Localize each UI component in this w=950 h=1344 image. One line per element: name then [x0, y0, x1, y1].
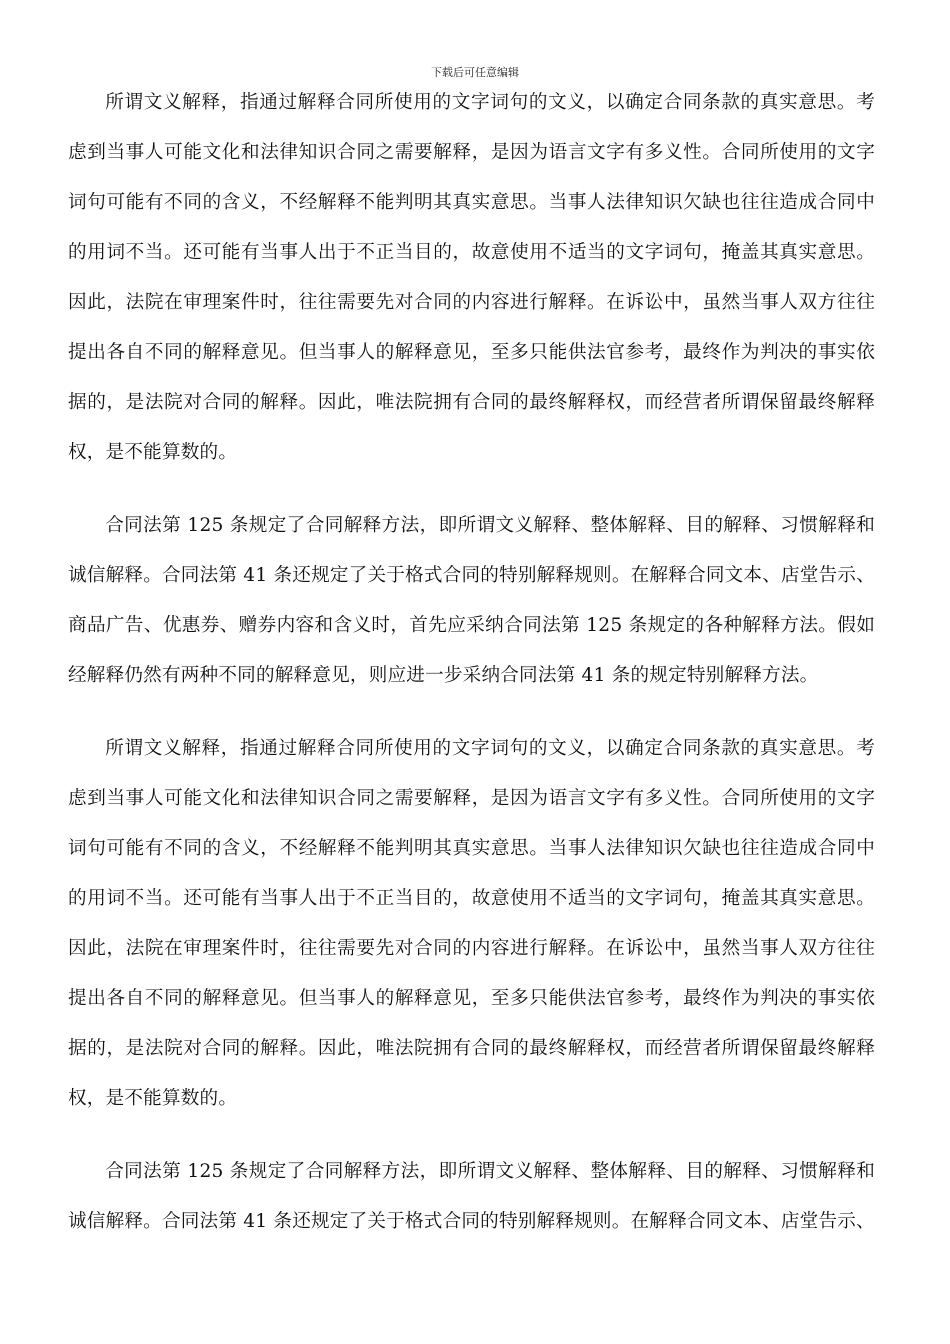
document-body: [68, 78, 875, 1270]
paragraph-2: 合同法第 125 条规定了合同解释方法，即所谓文义解释、整体解释、目的解释、习惯解释和诚信解释。合同法第 41 条还规定了关于格式合同的特别解释规则。在解释合同文本、店堂告示、商品广告、优惠券、赠券内容和含义时，首先应采纳合同法第 125 条规定的各种解释方法。假如经解释仍然有两种不同的解释意见，则应进一步采纳合同法第 41 条的规定特别解释方法。: [68, 515, 875, 686]
paragraph-1: 所谓文义解释，指通过解释合同所使用的文字词句的文义，以确定合同条款的真实意思。考虑到当事人可能文化和法律知识合同之需要解释，是因为语言文字有多义性。合同所使用的文字词句可能有不同的含义，不经解释不能判明其真实意思。当事人法律知识欠缺也往往造成合同中的用词不当。还可能有当事人出于不正当目的，故意使用不适当的文字词句，掩盖其真实意思。因此，法院在审理案件时，往往需要先对合同的内容进行解释。在诉讼中，虽然当事人双方往往提出各自不同的解释意见。但当事人的解释意见，至多只能供法官参考，最终作为判决的事实依据的，是法院对合同的解释。因此，唯法院拥有合同的最终解释权，而经营者所谓保留最终解释权，是不能算数的。: [68, 92, 875, 463]
paragraph-3: 所谓文义解释，指通过解释合同所使用的文字词句的文义，以确定合同条款的真实意思。考虑到当事人可能文化和法律知识合同之需要解释，是因为语言文字有多义性。合同所使用的文字词句可能有不同的含义，不经解释不能判明其真实意思。当事人法律知识欠缺也往往造成合同中的用词不当。还可能有当事人出于不正当目的，故意使用不适当的文字词句，掩盖其真实意思。因此，法院在审理案件时，往往需要先对合同的内容进行解释。在诉讼中，虽然当事人双方往往提出各自不同的解释意见。但当事人的解释意见，至多只能供法官参考，最终作为判决的事实依据的，是法院对合同的解释。因此，唯法院拥有合同的最终解释权，而经营者所谓保留最终解释权，是不能算数的。: [68, 738, 875, 1109]
paragraph-4: 合同法第 125 条规定了合同解释方法，即所谓文义解释、整体解释、目的解释、习惯解释和诚信解释。合同法第 41 条还规定了关于格式合同的特别解释规则。在解释合同文本、店堂告示、: [68, 1161, 875, 1232]
header-note: 下载后可任意编辑: [431, 66, 519, 79]
